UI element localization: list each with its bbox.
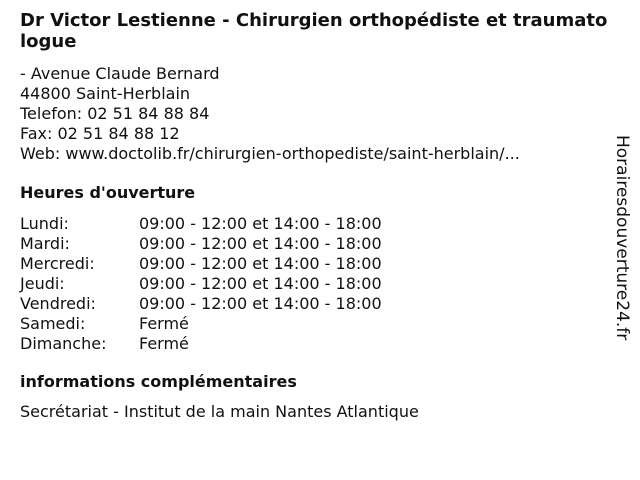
hours-day: Samedi: <box>20 314 86 333</box>
hours-day: Lundi: <box>20 214 69 233</box>
phone-line: Telefon: 02 51 84 88 84 <box>20 104 210 123</box>
hours-day: Jeudi: <box>20 274 65 293</box>
additional-info-heading: informations complémentaires <box>20 372 297 391</box>
contact-block <box>20 64 610 164</box>
hours-time: 09:00 - 12:00 et 14:00 - 18:00 <box>139 274 382 293</box>
fax-line: Fax: 02 51 84 88 12 <box>20 124 180 143</box>
opening-hours-heading: Heures d'ouverture <box>20 183 196 202</box>
hours-time: 09:00 - 12:00 et 14:00 - 18:00 <box>139 214 382 233</box>
hours-row-mercredi <box>20 254 610 274</box>
hours-day: Mardi: <box>20 234 70 253</box>
hours-row-jeudi <box>20 274 610 294</box>
hours-day: Dimanche: <box>20 334 107 353</box>
hours-day: Mercredi: <box>20 254 95 273</box>
hours-row-vendredi <box>20 294 610 314</box>
additional-info-text: Secrétariat - Institut de la main Nantes Atlantique <box>20 402 419 421</box>
hours-time: Fermé <box>139 334 189 353</box>
hours-time: Fermé <box>139 314 189 333</box>
opening-hours-table <box>20 214 610 354</box>
web-line: Web: www.doctolib.fr/chirurgien-orthopediste/saint-herblain/... <box>20 144 520 163</box>
hours-row-samedi <box>20 314 610 334</box>
address-line: - Avenue Claude Bernard <box>20 64 220 83</box>
hours-row-mardi <box>20 234 610 254</box>
hours-time: 09:00 - 12:00 et 14:00 - 18:00 <box>139 234 382 253</box>
business-card <box>20 10 610 422</box>
hours-row-lundi <box>20 214 610 234</box>
site-watermark: Horairesdouverture24.fr <box>612 135 632 341</box>
hours-time: 09:00 - 12:00 et 14:00 - 18:00 <box>139 294 382 313</box>
hours-day: Vendredi: <box>20 294 96 313</box>
city-line: 44800 Saint-Herblain <box>20 84 191 103</box>
hours-row-dimanche <box>20 334 610 354</box>
business-title: Dr Victor Lestienne - Chirurgien orthopédiste et traumatologue <box>20 10 608 52</box>
hours-time: 09:00 - 12:00 et 14:00 - 18:00 <box>139 254 382 273</box>
